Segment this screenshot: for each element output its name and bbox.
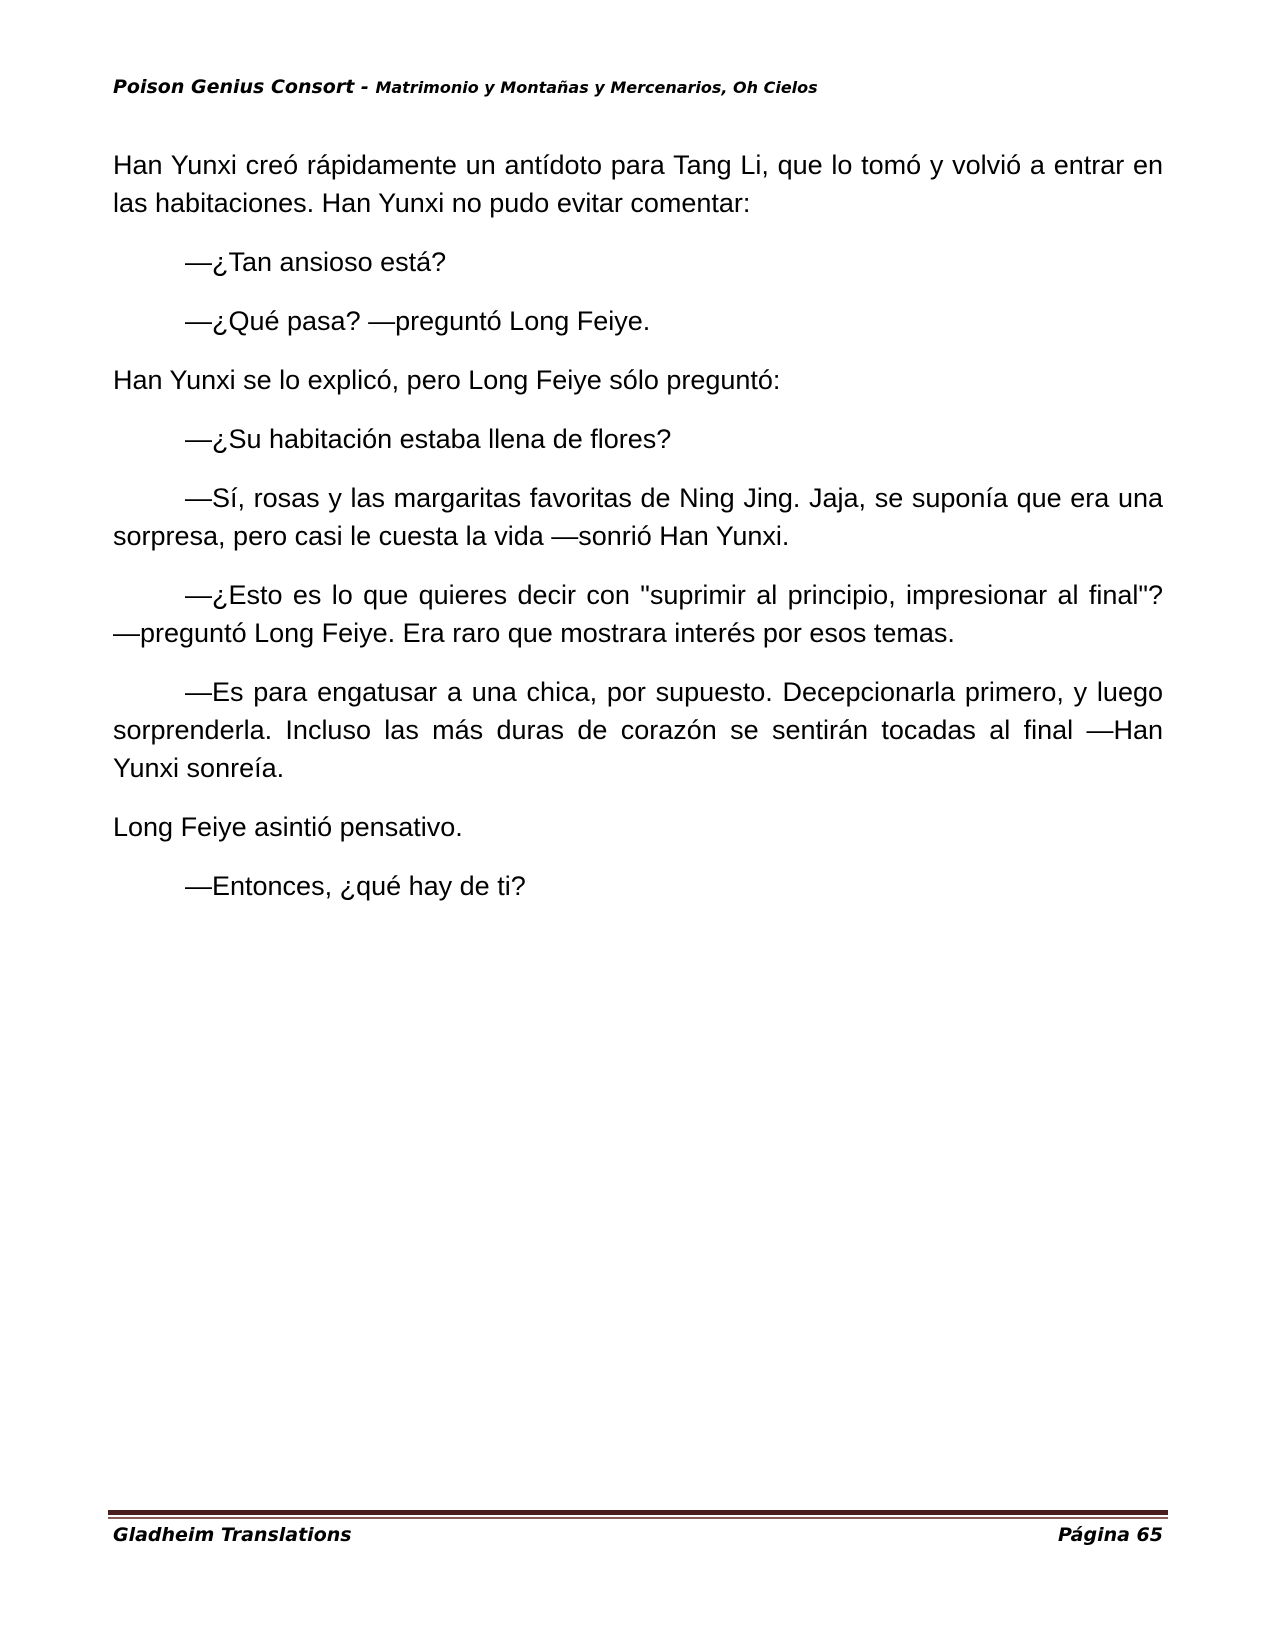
paragraph: —¿Tan ansioso está?: [185, 247, 447, 277]
paragraph: Han Yunxi se lo explicó, pero Long Feiye sólo preguntó:: [113, 365, 781, 395]
running-footer: [113, 1524, 1163, 1546]
paragraph: —¿Esto es lo que quieres decir con "suprimir al principio, impresionar al final"? —preguntó Long Feiye. Era raro que mostrara interés por esos temas.: [113, 580, 1163, 648]
body-text: [113, 146, 1163, 926]
paragraph: —¿Su habitación estaba llena de flores?: [185, 424, 672, 454]
paragraph: —Entonces, ¿qué hay de ti?: [185, 871, 526, 901]
header-separator: -: [354, 76, 376, 98]
paragraph: —Sí, rosas y las margaritas favoritas de Ning Jing. Jaja, se suponía que era una sorpresa, pero casi le cuesta la vida —sonrió Han Yunxi.: [113, 483, 1163, 551]
paragraph: Han Yunxi creó rápidamente un antídoto para Tang Li, que lo tomó y volvió a entrar en las habitaciones. Han Yunxi no pudo evitar comentar:: [113, 150, 1163, 218]
running-header: [113, 76, 818, 98]
page-number: Página 65: [1057, 1524, 1163, 1546]
paragraph: —Es para engatusar a una chica, por supuesto. Decepcionarla primero, y luego sorprenderla. Incluso las más duras de corazón se sentirán tocadas al final —Han Yunxi sonreía.: [113, 677, 1163, 783]
paragraph: —¿Qué pasa? —preguntó Long Feiye.: [185, 306, 651, 336]
footer-divider-thin: [108, 1517, 1168, 1519]
volume-title: Matrimonio y Montañas y Mercenarios, Oh Cielos: [375, 78, 818, 97]
book-title: Poison Genius Consort: [113, 76, 355, 98]
paragraph: Long Feiye asintió pensativo.: [113, 812, 463, 842]
publisher-name: Gladheim Translations: [113, 1524, 352, 1546]
